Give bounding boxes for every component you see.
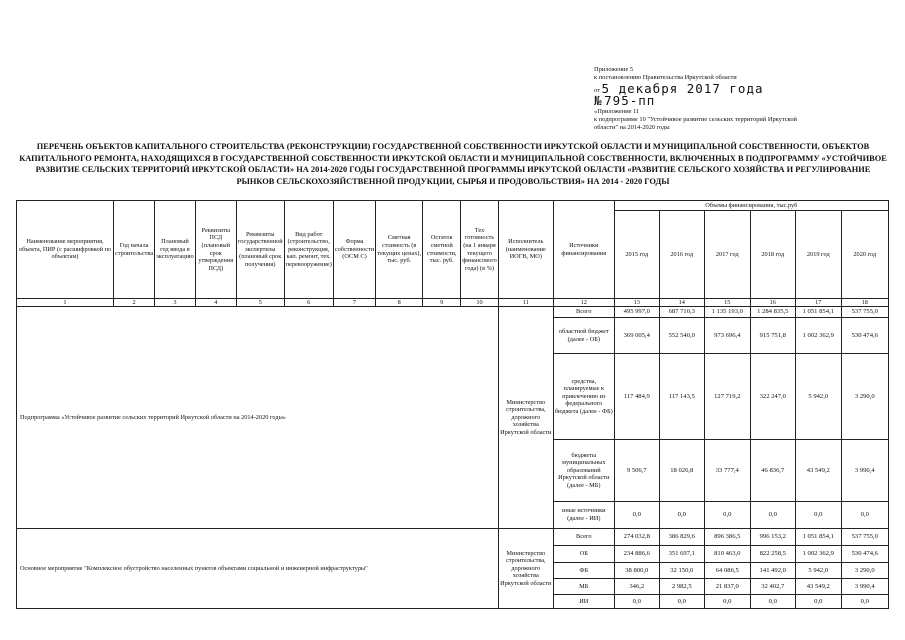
header-col-7: Форма собственности (ОСМ С) <box>333 201 375 299</box>
amount-cell: 38 800,0 <box>614 563 659 579</box>
amount-cell: 64 086,5 <box>704 563 750 579</box>
table-row <box>17 307 889 318</box>
column-number: 17 <box>795 299 841 307</box>
year-header: 2020 год <box>841 211 888 299</box>
amount-cell: 21 837,0 <box>704 579 750 595</box>
document-title: ПЕРЕЧЕНЬ ОБЪЕКТОВ КАПИТАЛЬНОГО СТРОИТЕЛЬСТВА (РЕКОНСТРУКЦИИ) ГОСУДАРСТВЕННОЙ СОБСТВЕННОСТИ ИРКУТСКОЙ ОБЛАСТИ И МУНИЦИПАЛЬНОЙ СОБСТВЕННОСТИ, ОБЪЕКТОВ КАПИТАЛЬНОГО РЕМОНТА, НАХОДЯЩИХСЯ В ГОСУДАРСТВЕННОЙ СОБСТВЕННОСТИ ИРКУТСКОЙ ОБЛАСТИ И МУНИЦИПАЛЬНОЙ СОБСТВЕННОСТИ, ВКЛЮЧЕННЫХ В ПОДПРОГРАММУ «УСТОЙЧИВОЕ РАЗВИТИЕ СЕЛЬСКИХ ТЕРРИТОРИЙ ИРКУТСКОЙ ОБЛАСТИ» НА 2014-2020 ГОДЫ ГОСУДАРСТВЕННОЙ ПРОГРАММЫ ИРКУТСКОЙ ОБЛАСТИ «РАЗВИТИЕ СЕЛЬСКОГО ХОЗЯЙСТВА И РЕГУЛИРОВАНИЕ РЫНКОВ СЕЛЬСКОХОЗЯЙСТВЕННОЙ ПРОДУКЦИИ, СЫРЬЯ И ПРОДОВОЛЬСТВИЯ» НА 2014 - 2020 ГОДЫ <box>19 142 887 186</box>
header-line-6: к подпрограмме 10 "Устойчивое развитие сельских территорий Иркутской <box>594 116 797 124</box>
amount-cell: 2 982,5 <box>659 579 704 595</box>
amount-cell: 369 005,4 <box>614 318 659 354</box>
header-number-line <box>594 95 894 107</box>
amount-cell: 0,0 <box>750 502 795 529</box>
amount-cell: 495 997,0 <box>614 307 659 318</box>
amount-cell: 141 492,0 <box>750 563 795 579</box>
header-col-4: Реквизиты ПСД (плановый срок утверждения ПСД) <box>195 201 236 299</box>
header-col-5: Реквизиты государственной экспертизы (плановый срок получения) <box>236 201 284 299</box>
column-number: 14 <box>659 299 704 307</box>
amount-cell: 234 886,6 <box>614 546 659 563</box>
table-row <box>17 529 889 546</box>
amount-cell: 0,0 <box>659 595 704 609</box>
amount-cell: 0,0 <box>795 502 841 529</box>
amount-cell: 0,0 <box>614 502 659 529</box>
subprogram-executor: Министерство строительства, дорожного хозяйства Иркутской области <box>498 307 553 529</box>
header-line-7: области" на 2014-2020 годы <box>594 124 670 132</box>
header-col-1: Наименование мероприятия, объекта, ПИР (с расшифровкой по объектам) <box>17 201 114 299</box>
amount-cell: 386 829,6 <box>659 529 704 546</box>
amount-cell: 43 549,2 <box>795 440 841 502</box>
column-number: 15 <box>704 299 750 307</box>
funding-source: МБ <box>553 579 614 595</box>
amount-cell: 537 755,0 <box>841 529 888 546</box>
amount-cell: 0,0 <box>704 595 750 609</box>
amount-cell: 1 284 835,5 <box>750 307 795 318</box>
header-line-2: к постановлению Правительства Иркутской области <box>594 74 737 82</box>
amount-cell: 537 755,0 <box>841 307 888 318</box>
column-number: 3 <box>155 299 196 307</box>
funding-source: бюджеты муниципальных образований Иркутской области (далее - МБ) <box>553 440 614 502</box>
column-number: 6 <box>284 299 333 307</box>
amount-cell: 822 258,5 <box>750 546 795 563</box>
header-col-6: Вид работ (строительство, реконструкция, кап. ремонт, тех. перевооружение) <box>284 201 333 299</box>
amount-cell: 351 697,1 <box>659 546 704 563</box>
header-number: 795-пп <box>604 93 656 109</box>
amount-cell: 530 474,6 <box>841 318 888 354</box>
header-col-12: Источники финансирования <box>553 201 614 299</box>
amount-cell: 43 549,2 <box>795 579 841 595</box>
amount-cell: 32 402,7 <box>750 579 795 595</box>
column-number: 16 <box>750 299 795 307</box>
header-col-2: Год начала строительства <box>114 201 155 299</box>
funding-header: Объемы финансирования, тыс.руб <box>614 201 888 211</box>
amount-cell: 896 386,5 <box>704 529 750 546</box>
objects-table <box>16 200 889 609</box>
amount-cell: 117 143,5 <box>659 354 704 440</box>
amount-cell: 274 032,8 <box>614 529 659 546</box>
column-number: 7 <box>333 299 375 307</box>
amount-cell: 18 026,8 <box>659 440 704 502</box>
year-header: 2015 год <box>614 211 659 299</box>
amount-cell: 1 051 854,1 <box>795 307 841 318</box>
column-number: 12 <box>553 299 614 307</box>
year-header: 2018 год <box>750 211 795 299</box>
funding-source: Всего <box>553 307 614 318</box>
header-no-label: № <box>594 93 603 109</box>
funding-source: ИИ <box>553 595 614 609</box>
funding-source: ФБ <box>553 563 614 579</box>
amount-cell: 530 474,6 <box>841 546 888 563</box>
header-line-1: Приложение 5 <box>594 66 634 73</box>
amount-cell: 0,0 <box>841 502 888 529</box>
column-number: 13 <box>614 299 659 307</box>
header-col-3: Плановый год ввода в эксплуатацию <box>155 201 196 299</box>
column-number: 5 <box>236 299 284 307</box>
subprogram-name: Подпрограмма «Устойчивое развитие сельских территорий Иркутской области на 2014-2020 годы» <box>17 307 499 529</box>
amount-cell: 0,0 <box>614 595 659 609</box>
year-header: 2017 год <box>704 211 750 299</box>
amount-cell: 1 135 193,0 <box>704 307 750 318</box>
header-col-10: Тех готовность (на 1 января текущего финансового года) (в %) <box>461 201 499 299</box>
column-number: 11 <box>498 299 553 307</box>
header-col-8: Сметная стоимость (в текущих ценах), тыс. руб. <box>376 201 423 299</box>
amount-cell: 996 153,2 <box>750 529 795 546</box>
approval-header <box>594 66 894 133</box>
main-event-name: Основное мероприятие "Комплексное обустройство населенных пунктов объектами социальной и инженерной инфраструктуры" <box>17 529 499 609</box>
amount-cell: 46 836,7 <box>750 440 795 502</box>
header-from-label: от <box>594 86 600 94</box>
column-number: 2 <box>114 299 155 307</box>
amount-cell: 0,0 <box>704 502 750 529</box>
amount-cell: 3 990,4 <box>841 440 888 502</box>
amount-cell: 1 051 854,1 <box>795 529 841 546</box>
main-event-executor: Министерство строительства, дорожного хозяйства Иркутской области <box>498 529 553 609</box>
column-number: 18 <box>841 299 888 307</box>
amount-cell: 5 942,0 <box>795 563 841 579</box>
amount-cell: 1 002 362,9 <box>795 546 841 563</box>
column-number: 1 <box>17 299 114 307</box>
amount-cell: 9 506,7 <box>614 440 659 502</box>
amount-cell: 687 710,3 <box>659 307 704 318</box>
funding-source: областной бюджет (далее - ОБ) <box>553 318 614 354</box>
amount-cell: 117 484,9 <box>614 354 659 440</box>
header-line-5: «Приложение 11 <box>594 107 640 115</box>
funding-source: Всего <box>553 529 614 546</box>
column-number: 9 <box>423 299 461 307</box>
amount-cell: 915 751,8 <box>750 318 795 354</box>
column-number: 10 <box>461 299 499 307</box>
amount-cell: 5 942,0 <box>795 354 841 440</box>
column-number: 8 <box>376 299 423 307</box>
funding-source: средства, планируемые к привлечению из федерального бюджета (далее - ФБ) <box>553 354 614 440</box>
amount-cell: 33 777,4 <box>704 440 750 502</box>
year-header: 2019 год <box>795 211 841 299</box>
amount-cell: 346,2 <box>614 579 659 595</box>
funding-source: ОБ <box>553 546 614 563</box>
amount-cell: 127 719,2 <box>704 354 750 440</box>
amount-cell: 32 150,0 <box>659 563 704 579</box>
amount-cell: 0,0 <box>659 502 704 529</box>
header-date: 5 декабря 2017 года <box>601 80 764 96</box>
amount-cell: 0,0 <box>795 595 841 609</box>
year-header: 2016 год <box>659 211 704 299</box>
column-number: 4 <box>195 299 236 307</box>
amount-cell: 0,0 <box>750 595 795 609</box>
amount-cell: 973 696,4 <box>704 318 750 354</box>
amount-cell: 552 540,0 <box>659 318 704 354</box>
header-col-11: Исполнитель (наименование ИОГВ, МО) <box>498 201 553 299</box>
amount-cell: 3 290,0 <box>841 354 888 440</box>
amount-cell: 0,0 <box>841 595 888 609</box>
amount-cell: 322 247,0 <box>750 354 795 440</box>
header-col-9: Остаток сметной стоимости, тыс. руб. <box>423 201 461 299</box>
amount-cell: 3 290,0 <box>841 563 888 579</box>
amount-cell: 3 990,4 <box>841 579 888 595</box>
amount-cell: 1 002 362,9 <box>795 318 841 354</box>
funding-source: иные источники (далее - ИИ) <box>553 502 614 529</box>
amount-cell: 810 463,0 <box>704 546 750 563</box>
